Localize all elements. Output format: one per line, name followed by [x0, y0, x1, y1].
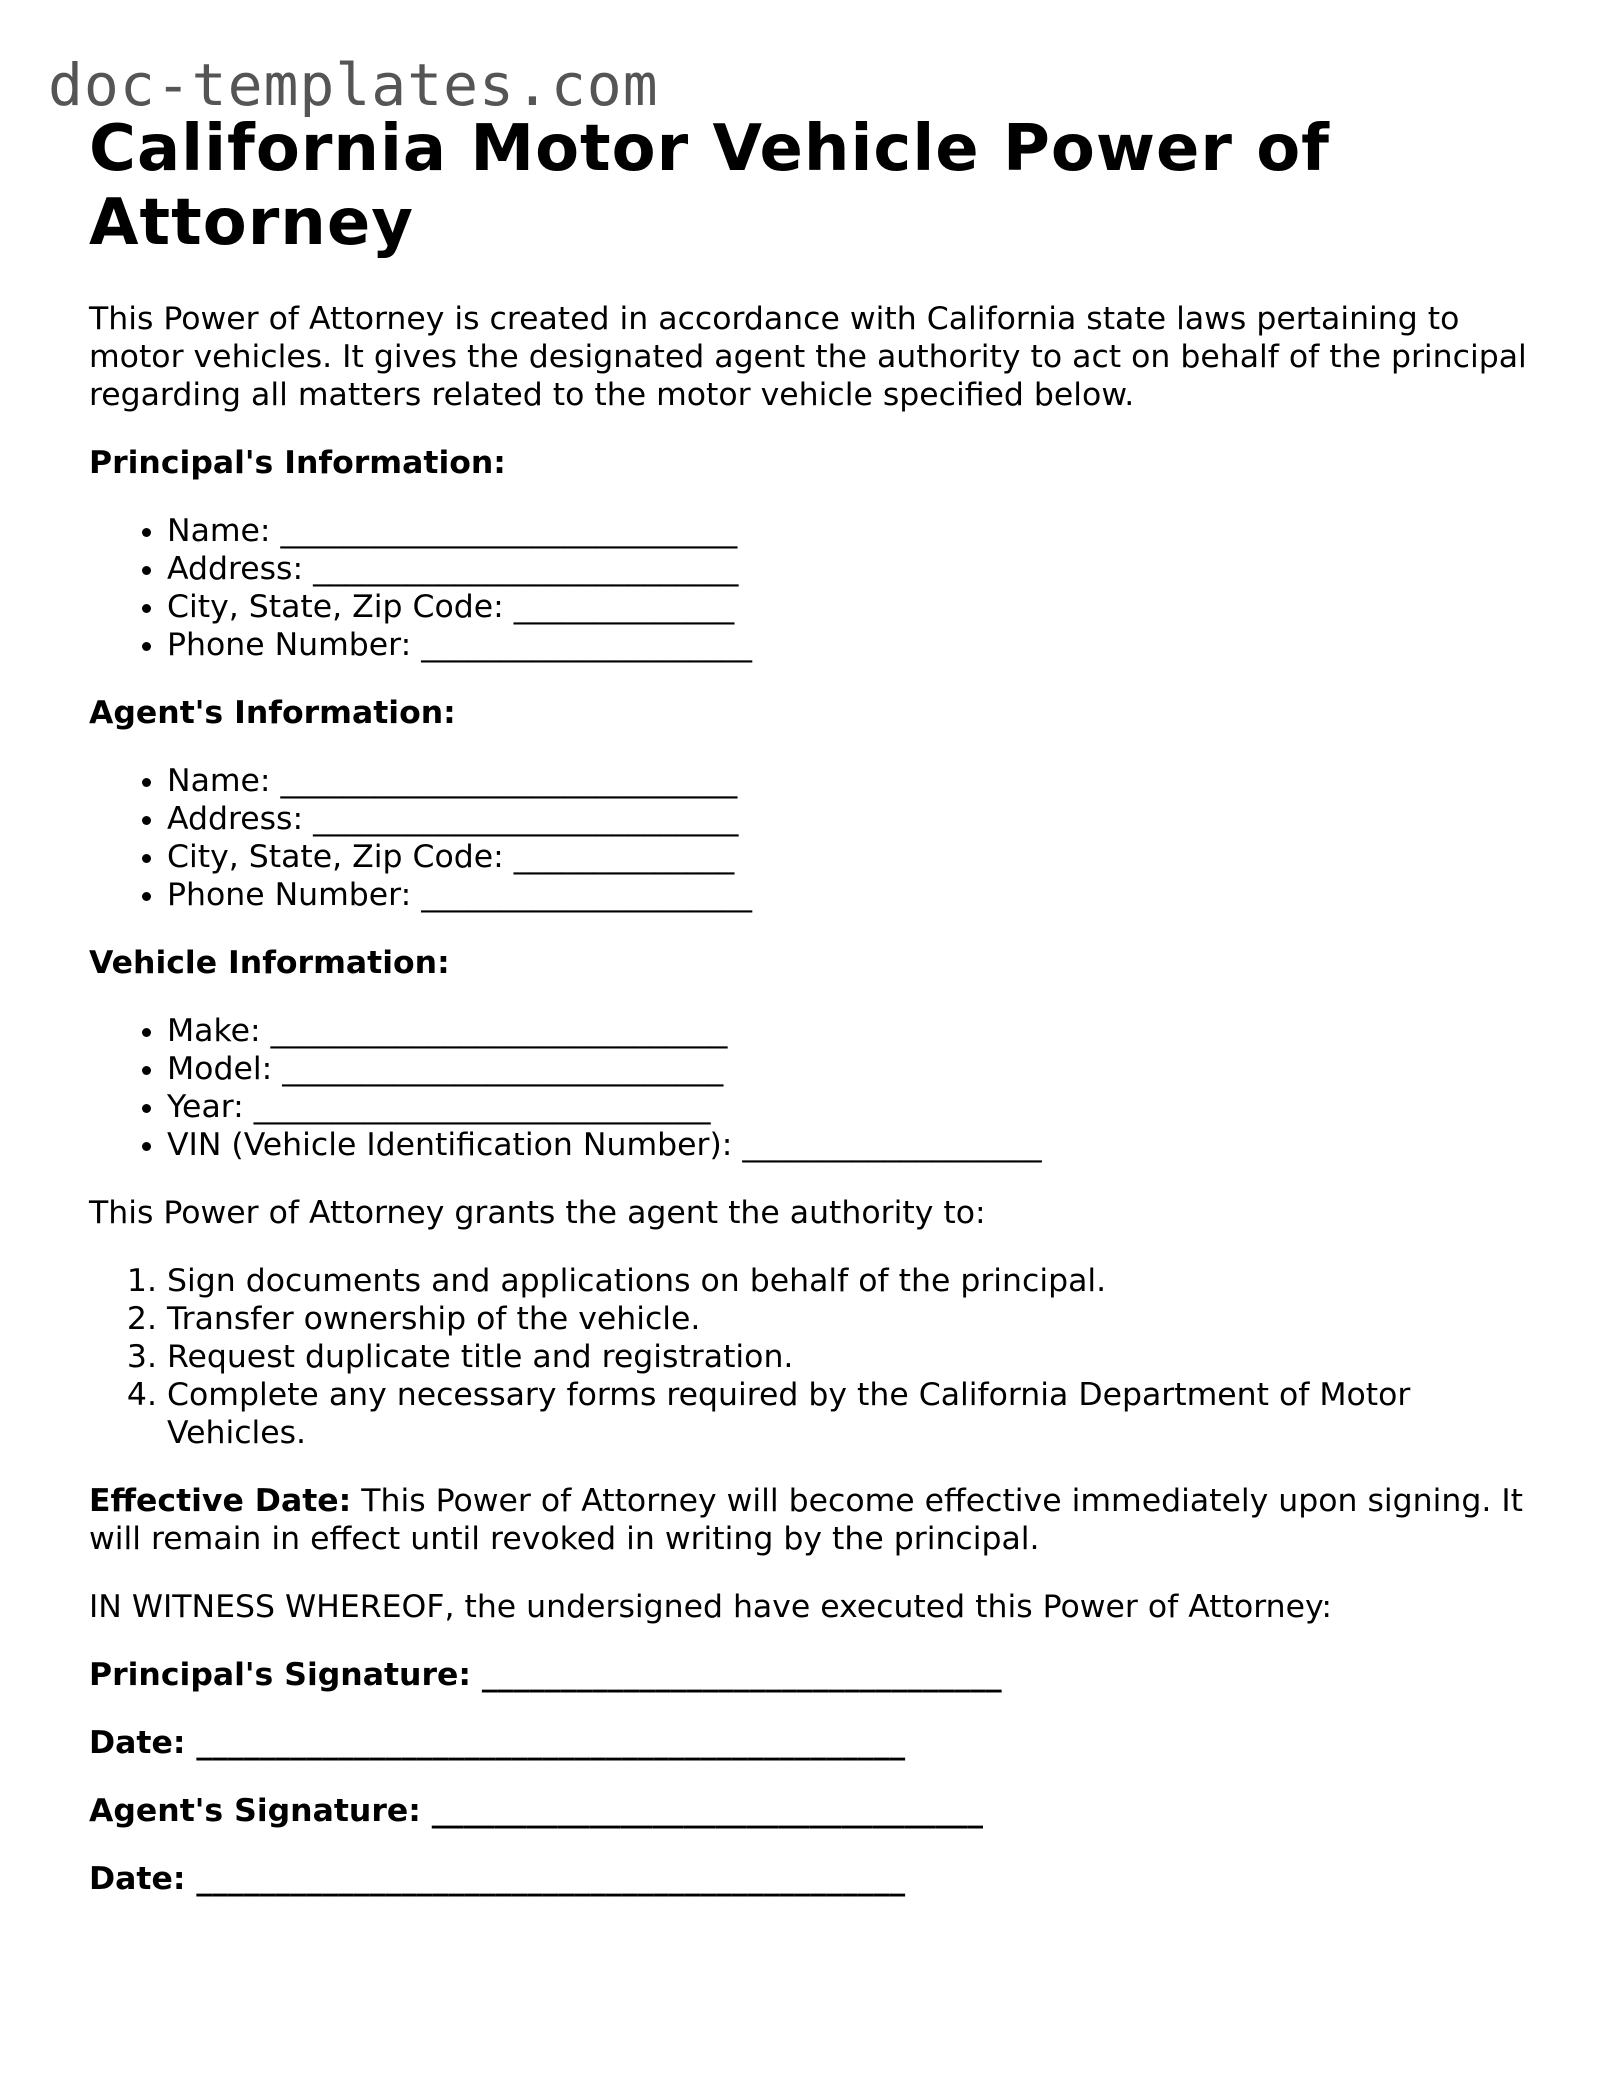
vehicle-model-field: • Model: ____________________________ — [167, 1050, 1529, 1088]
principal-signature-line: Principal's Signature: _________________________________ — [89, 1657, 1002, 1693]
effective-date-text: This Power of Attorney will become effective immediately upon signing. It will remain in effect until revoked in writing by the principal. — [89, 1483, 1523, 1557]
authority-list — [89, 1262, 1529, 1452]
intro-paragraph: This Power of Attorney is created in accordance with California state laws pertaining to motor vehicles. It gives the designated agent the authority to act on behalf of the principal regarding all matters related to the motor vehicle specified below. — [89, 301, 1527, 413]
authority-item: 3. Request duplicate title and registration. — [167, 1338, 1529, 1376]
agent-fields — [89, 762, 1529, 914]
agent-address-field: • Address: ___________________________ — [167, 800, 1529, 838]
document — [89, 112, 1529, 1898]
principal-phone-field: • Phone Number: _____________________ — [167, 626, 1529, 664]
principal-name-field: • Name: _____________________________ — [167, 512, 1529, 550]
agent-date-line: Date: _____________________________________________ — [89, 1861, 906, 1897]
agent-city-state-zip-field: • City, State, Zip Code: ______________ — [167, 838, 1529, 876]
agent-phone-field: • Phone Number: _____________________ — [167, 876, 1529, 914]
authority-item: 2. Transfer ownership of the vehicle. — [167, 1300, 1529, 1338]
principal-city-state-zip-field: • City, State, Zip Code: ______________ — [167, 588, 1529, 626]
authority-item: 4. Complete any necessary forms required by the California Department of Motor Vehicles. — [167, 1376, 1529, 1452]
authority-intro: This Power of Attorney grants the agent the authority to: — [89, 1195, 986, 1231]
vehicle-vin-field: • VIN (Vehicle Identification Number): ___________________ — [167, 1126, 1529, 1164]
witness-statement: IN WITNESS WHEREOF, the undersigned have executed this Power of Attorney: — [89, 1589, 1332, 1625]
authority-item: 1. Sign documents and applications on behalf of the principal. — [167, 1262, 1529, 1300]
vehicle-year-field: • Year: _____________________________ — [167, 1088, 1529, 1126]
vehicle-fields — [89, 1012, 1529, 1164]
vehicle-make-field: • Make: _____________________________ — [167, 1012, 1529, 1050]
effective-date-label: Effective Date: — [89, 1483, 352, 1519]
document-title: California Motor Vehicle Power of Attorney — [89, 112, 1330, 260]
principal-heading: Principal's Information: — [89, 445, 506, 481]
principal-fields — [89, 512, 1529, 664]
effective-date-paragraph — [89, 1482, 1529, 1558]
agent-signature-line: Agent's Signature: ___________________________________ — [89, 1793, 984, 1829]
watermark: doc-templates.com — [48, 51, 659, 119]
agent-name-field: • Name: _____________________________ — [167, 762, 1529, 800]
vehicle-heading: Vehicle Information: — [89, 945, 450, 981]
principal-address-field: • Address: ___________________________ — [167, 550, 1529, 588]
agent-heading: Agent's Information: — [89, 695, 456, 731]
principal-date-line: Date: _____________________________________________ — [89, 1725, 906, 1761]
